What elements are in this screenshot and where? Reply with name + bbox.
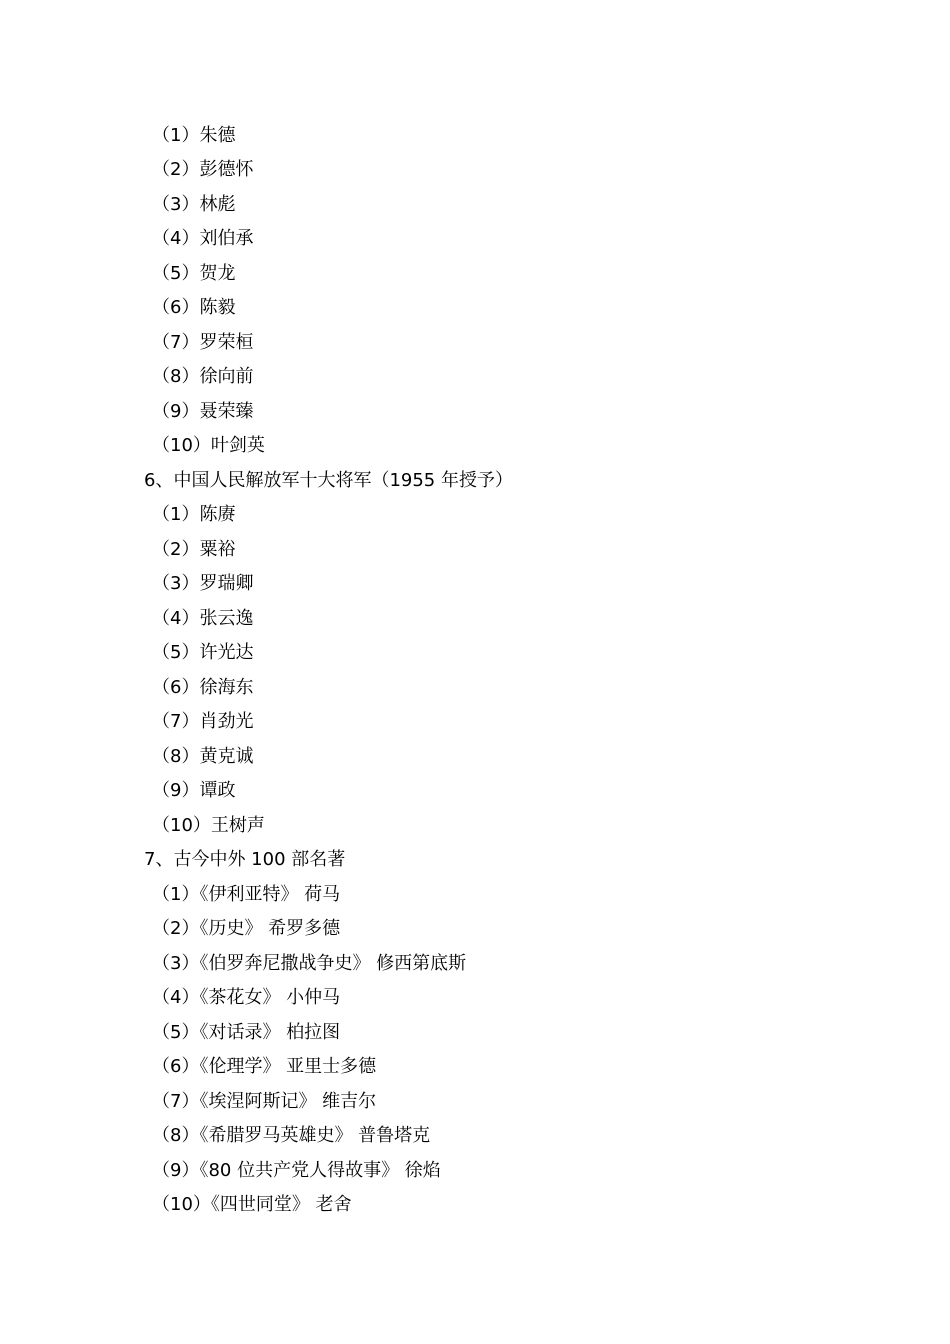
list-item: （7）罗荣桓 <box>152 332 254 353</box>
list-item: （8）徐向前 <box>152 366 254 387</box>
list-item: （4）刘伯承 <box>152 228 254 249</box>
list-item: （7）肖劲光 <box>152 711 254 732</box>
list-item: （3）《伯罗奔尼撒战争史》 修西第底斯 <box>152 953 467 974</box>
list-item: （7）《埃涅阿斯记》 维吉尔 <box>152 1091 377 1112</box>
list-item: （1）陈赓 <box>152 504 236 525</box>
list-item: （2）粟裕 <box>152 539 236 560</box>
list-item: （6）徐海东 <box>152 677 254 698</box>
list-item: （8）《希腊罗马英雄史》 普鲁塔克 <box>152 1125 431 1146</box>
list-item: （5）许光达 <box>152 642 254 663</box>
list-item: （9）《80 位共产党人得故事》 徐焰 <box>152 1160 441 1181</box>
list-item: （10）《四世同堂》 老舍 <box>152 1194 352 1215</box>
list-item: （1）《伊利亚特》 荷马 <box>152 884 341 905</box>
list-item: （4）《茶花女》 小仲马 <box>152 987 341 1008</box>
section-heading: 6、中国人民解放军十大将军（1955 年授予） <box>144 470 513 491</box>
list-item: （5）贺龙 <box>152 263 236 284</box>
list-item: （9）聂荣臻 <box>152 401 254 422</box>
list-item: （1）朱德 <box>152 125 236 146</box>
list-item: （10）王树声 <box>152 815 265 836</box>
section-heading: 7、古今中外 100 部名著 <box>144 849 346 870</box>
list-item: （4）张云逸 <box>152 608 254 629</box>
list-item: （3）罗瑞卿 <box>152 573 254 594</box>
list-item: （6）陈毅 <box>152 297 236 318</box>
list-item: （6）《伦理学》 亚里士多德 <box>152 1056 377 1077</box>
list-item: （2）《历史》 希罗多德 <box>152 918 341 939</box>
list-item: （3）林彪 <box>152 194 236 215</box>
list-item: （2）彭德怀 <box>152 159 254 180</box>
list-item: （5）《对话录》 柏拉图 <box>152 1022 341 1043</box>
list-item: （8）黄克诚 <box>152 746 254 767</box>
list-item: （9）谭政 <box>152 780 236 801</box>
list-item: （10）叶剑英 <box>152 435 265 456</box>
